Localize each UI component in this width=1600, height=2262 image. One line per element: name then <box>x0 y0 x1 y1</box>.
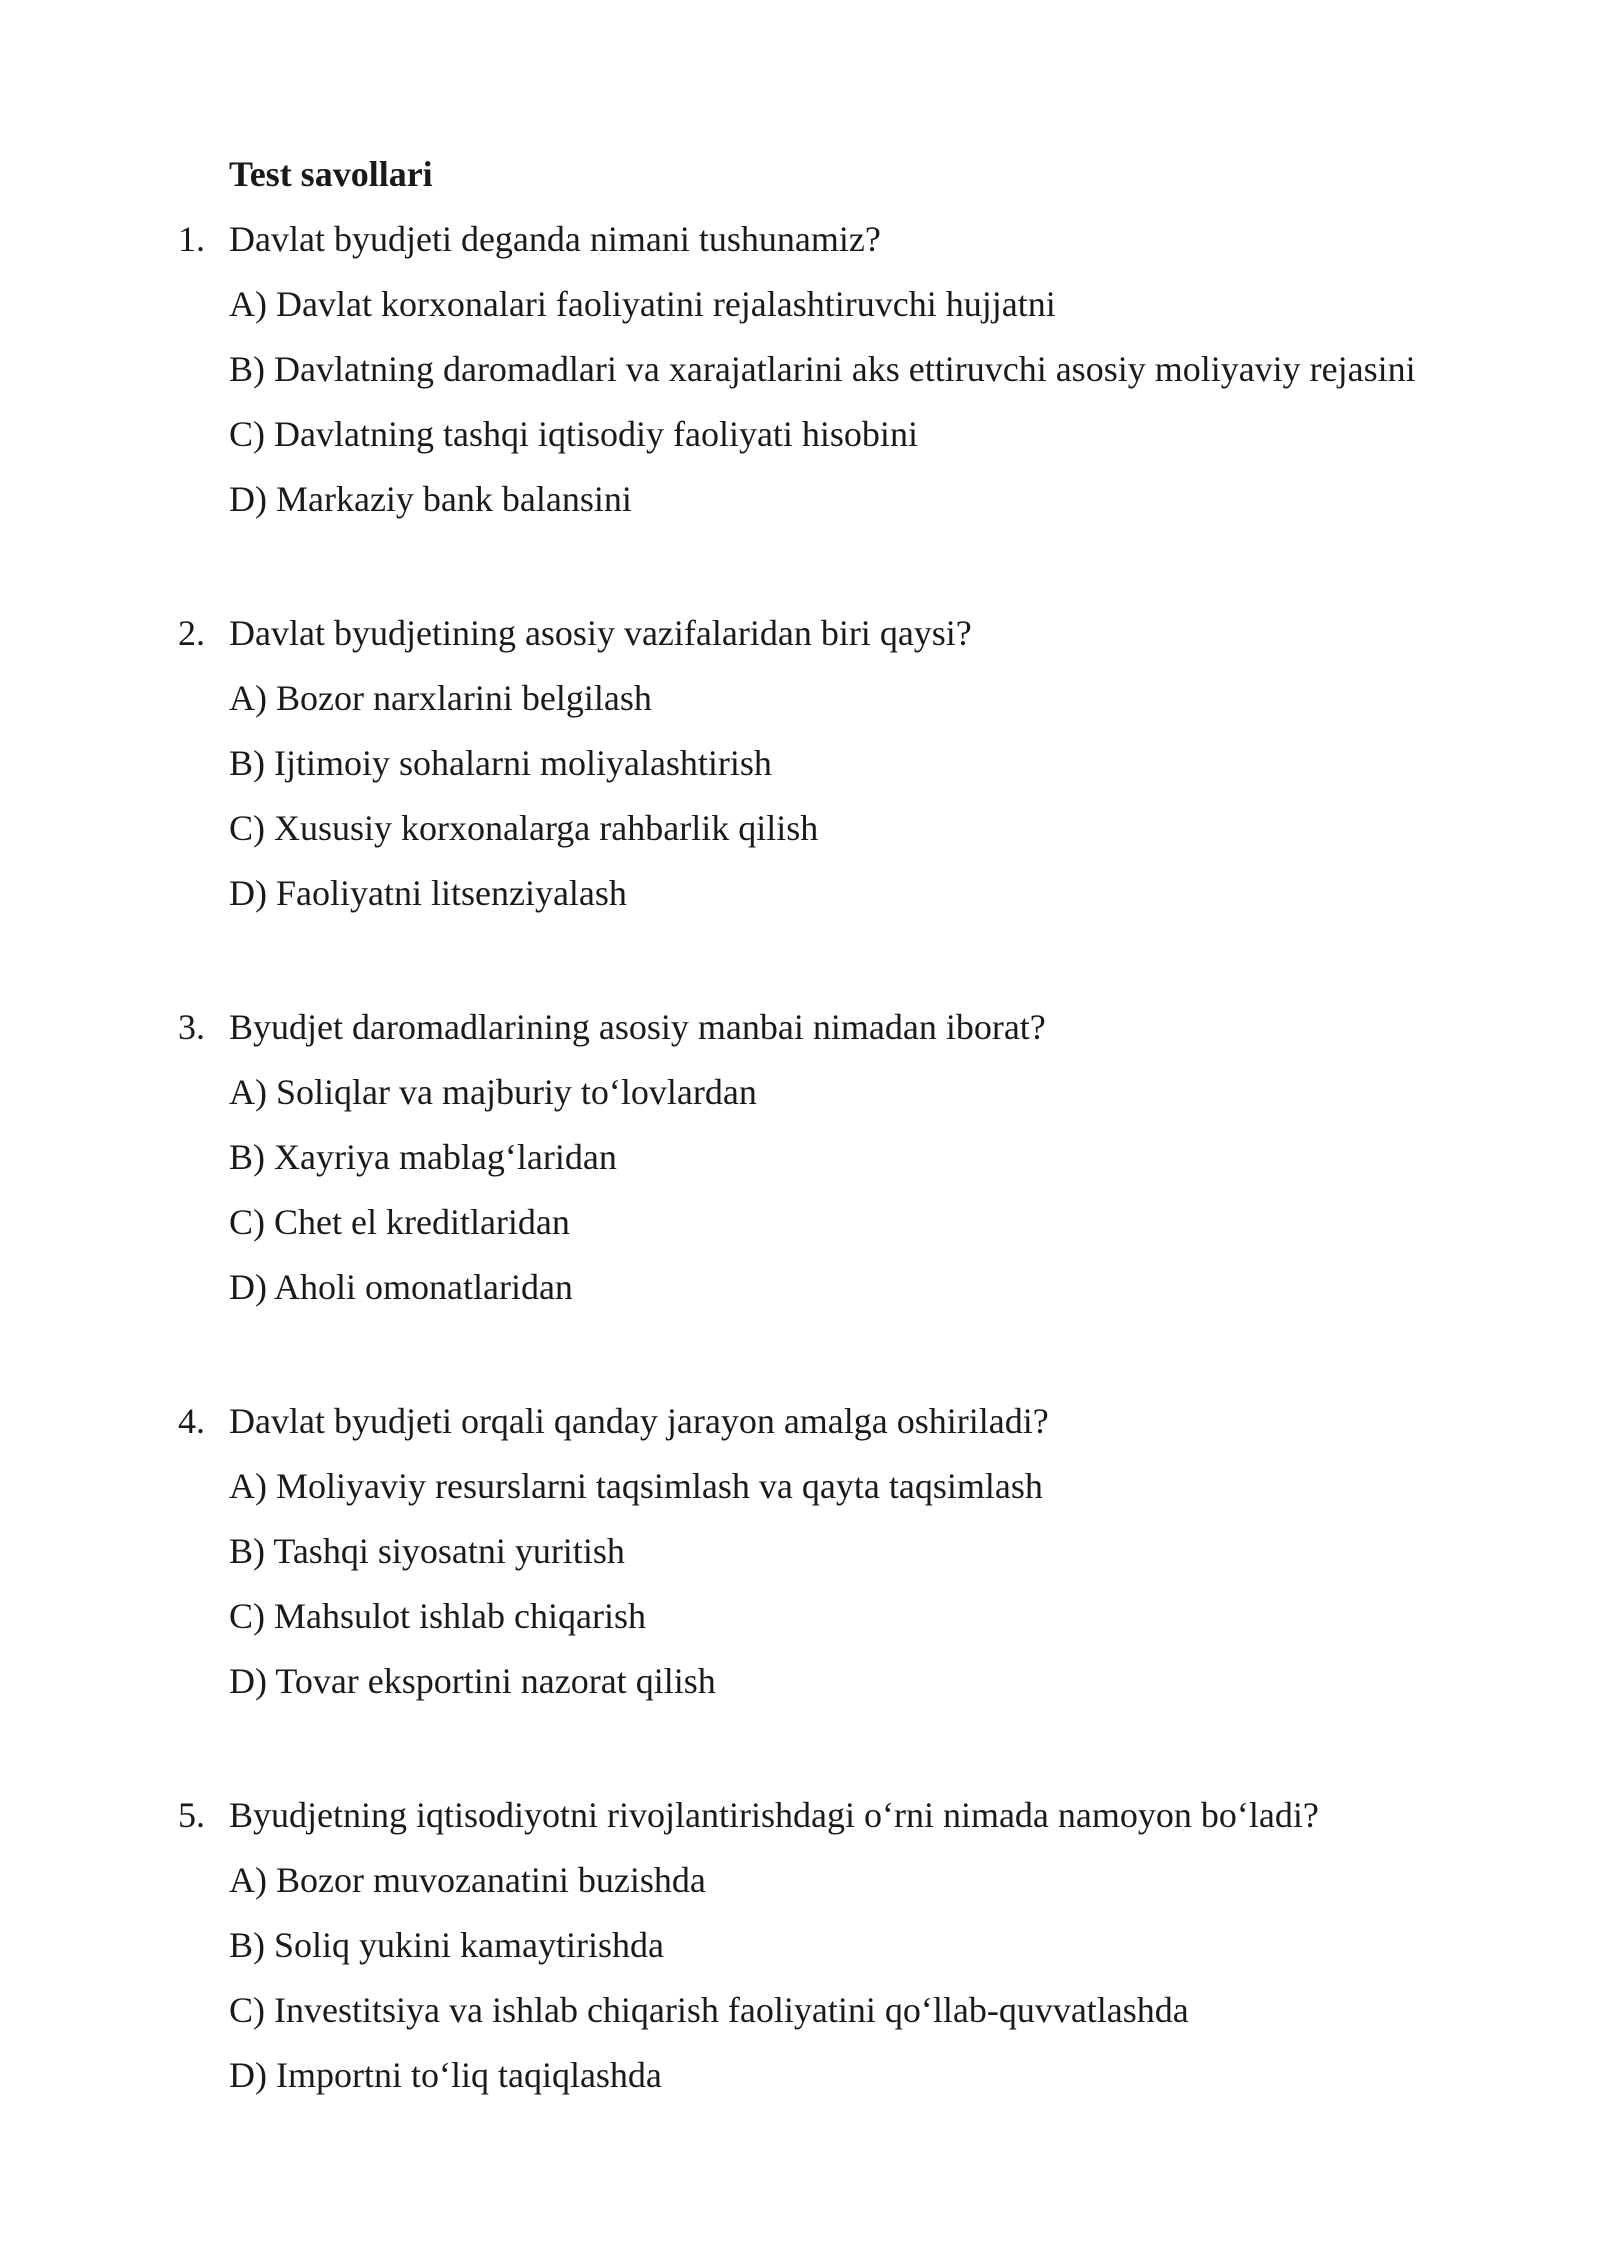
question-text: Byudjetning iqtisodiyotni rivojlantirishdagi o‘rni nimada namoyon bo‘ladi? <box>229 1795 1319 1835</box>
option-a: A) Moliyaviy resurslarni taqsimlash va qayta taqsimlash <box>229 1466 1043 1506</box>
option-b: B) Davlatning daromadlari va xarajatlarini aks ettiruvchi asosiy moliyaviy rejasini <box>229 349 1416 389</box>
question-2 <box>0 609 1600 934</box>
question-5 <box>0 1791 1600 2116</box>
option-b: B) Soliq yukini kamaytirishda <box>229 1925 664 1965</box>
option-a: A) Soliqlar va majburiy to‘lovlardan <box>229 1072 757 1112</box>
option-a: A) Bozor muvozanatini buzishda <box>229 1860 706 1900</box>
option-c: C) Investitsiya va ishlab chiqarish faoliyatini qo‘llab-quvvatlashda <box>229 1990 1189 2030</box>
option-a: A) Bozor narxlarini belgilash <box>229 678 652 718</box>
question-number: 1. <box>178 219 205 259</box>
question-number: 2. <box>178 613 205 653</box>
question-line <box>0 1003 1600 1068</box>
question-4 <box>0 1397 1600 1722</box>
option-c: C) Mahsulot ishlab chiqarish <box>229 1596 646 1636</box>
question-text: Davlat byudjetining asosiy vazifalaridan biri qaysi? <box>229 613 972 653</box>
question-1 <box>0 215 1600 540</box>
question-line <box>0 1397 1600 1462</box>
option-d: D) Tovar eksportini nazorat qilish <box>229 1661 716 1701</box>
question-number: 3. <box>178 1007 205 1047</box>
question-text: Davlat byudjeti deganda nimani tushunamiz? <box>229 219 881 259</box>
page-title: Test savollari <box>229 154 433 194</box>
option-d: D) Markaziy bank balansini <box>229 479 632 519</box>
question-text: Byudjet daromadlarining asosiy manbai nimadan iborat? <box>229 1007 1046 1047</box>
question-line <box>0 215 1600 280</box>
option-d: D) Aholi omonatlaridan <box>229 1267 573 1307</box>
question-3 <box>0 1003 1600 1328</box>
option-b: B) Tashqi siyosatni yuritish <box>229 1531 625 1571</box>
option-b: B) Ijtimoiy sohalarni moliyalashtirish <box>229 743 772 783</box>
option-c: C) Davlatning tashqi iqtisodiy faoliyati hisobini <box>229 414 918 454</box>
option-b: B) Xayriya mablag‘laridan <box>229 1137 617 1177</box>
option-c: C) Xususiy korxonalarga rahbarlik qilish <box>229 808 819 848</box>
option-d: D) Faoliyatni litsenziyalash <box>229 873 627 913</box>
question-line <box>0 1791 1600 1856</box>
option-c: C) Chet el kreditlaridan <box>229 1202 570 1242</box>
question-text: Davlat byudjeti orqali qanday jarayon amalga oshiriladi? <box>229 1401 1049 1441</box>
question-line <box>0 609 1600 674</box>
question-number: 4. <box>178 1401 205 1441</box>
option-d: D) Importni to‘liq taqiqlashda <box>229 2055 662 2095</box>
option-a: A) Davlat korxonalari faoliyatini rejalashtiruvchi hujjatni <box>229 284 1056 324</box>
question-number: 5. <box>178 1795 205 1835</box>
